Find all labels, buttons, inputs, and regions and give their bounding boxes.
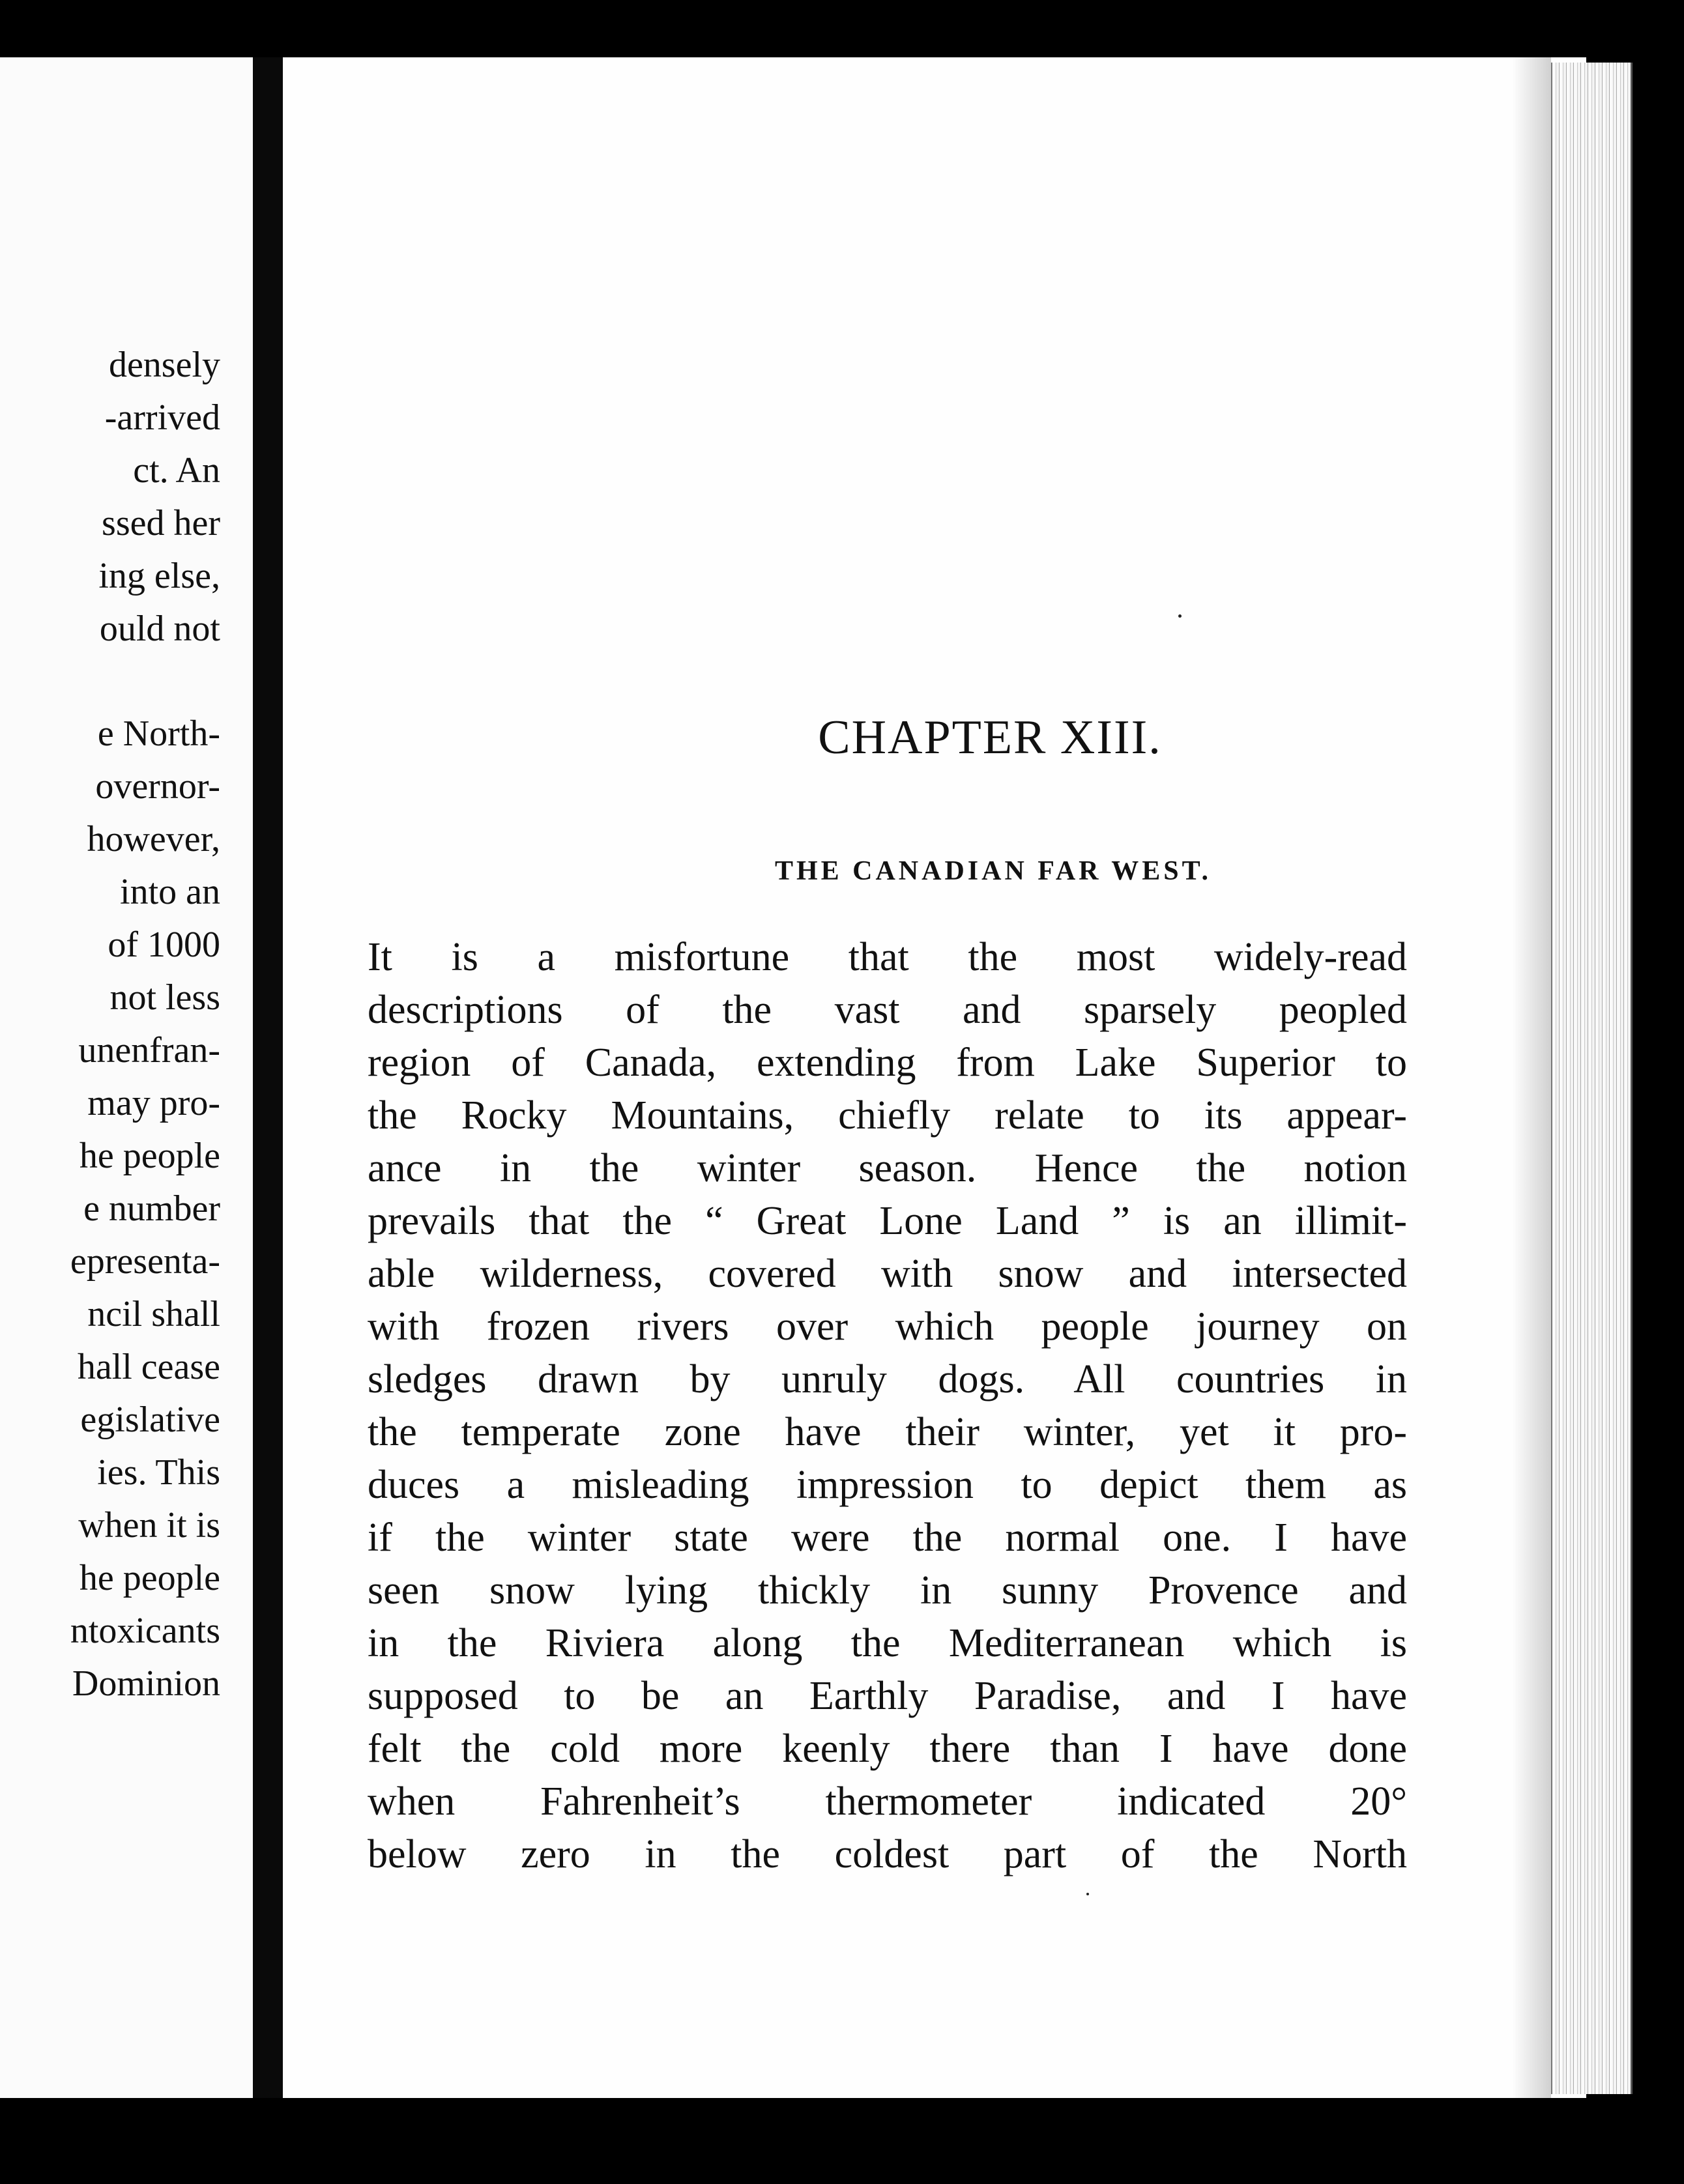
paper-speck xyxy=(1178,614,1182,618)
left-page-line: ies. This xyxy=(97,1452,220,1493)
body-text-line: region of Canada, extending from Lake Superior to xyxy=(368,1041,1407,1085)
left-page-line: ct. An xyxy=(133,450,220,491)
left-page-line: ing else, xyxy=(98,556,220,596)
body-text-line: descriptions of the vast and sparsely peopled xyxy=(368,988,1407,1032)
left-page-line: of 1000 xyxy=(108,925,220,965)
body-text-line: duces a misleading impression to depict them as xyxy=(368,1463,1407,1507)
body-text-line: sledges drawn by unruly dogs. All countries in xyxy=(368,1357,1407,1401)
paper-speck xyxy=(1086,1893,1089,1895)
left-page-line: not less xyxy=(109,977,220,1018)
left-page-line: when it is xyxy=(78,1505,220,1545)
left-page-line: epresenta- xyxy=(70,1241,220,1282)
body-text-line: supposed to be an Earthly Paradise, and I have xyxy=(368,1674,1407,1718)
left-page-line: into an xyxy=(120,872,220,912)
body-text-line: in the Riviera along the Mediterranean which is xyxy=(368,1621,1407,1665)
body-text-line: seen snow lying thickly in sunny Provence and xyxy=(368,1568,1407,1613)
left-page-line: he people xyxy=(79,1558,220,1598)
left-page-line: he people xyxy=(79,1136,220,1176)
page-curl-shadow xyxy=(1512,57,1551,2098)
body-text-line: the Rocky Mountains, chiefly relate to its appear- xyxy=(368,1093,1407,1138)
left-page-line: ntoxicants xyxy=(70,1611,220,1651)
chapter-subtitle: THE CANADIAN FAR WEST. xyxy=(774,856,1212,886)
left-page-line: ould not xyxy=(99,609,220,649)
body-text-line: It is a misfortune that the most widely-read xyxy=(368,935,1407,979)
left-page-line: ncil shall xyxy=(87,1294,220,1334)
chapter-heading: CHAPTER XIII. xyxy=(818,711,1162,764)
body-text-line: with frozen rivers over which people journey on xyxy=(368,1304,1407,1349)
body-text-line: the temperate zone have their winter, yet it pro- xyxy=(368,1410,1407,1454)
left-page-line: densely xyxy=(108,345,220,385)
left-page-line: may pro- xyxy=(87,1083,220,1123)
left-page-line: Dominion xyxy=(72,1663,220,1704)
body-text-line: felt the cold more keenly there than I have done xyxy=(368,1727,1407,1771)
page-block-edge xyxy=(1551,63,1633,2094)
facing-left-page xyxy=(0,57,253,2098)
body-text-line: if the winter state were the normal one. I have xyxy=(368,1516,1407,1560)
left-page-line: unenfran- xyxy=(78,1030,220,1070)
right-page xyxy=(283,57,1586,2098)
left-page-line: ssed her xyxy=(102,503,220,543)
book-spine-gutter xyxy=(253,57,283,2098)
body-text-line: below zero in the coldest part of the North xyxy=(368,1832,1407,1876)
left-page-line: egislative xyxy=(80,1400,220,1440)
left-page-line: e number xyxy=(83,1188,220,1229)
left-page-line: overnor- xyxy=(95,766,220,807)
body-text-line: prevails that the “ Great Lone Land ” is an illimit- xyxy=(368,1199,1407,1243)
body-text-line: able wilderness, covered with snow and intersected xyxy=(368,1252,1407,1296)
left-page-line: however, xyxy=(87,819,220,859)
left-page-line: e North- xyxy=(97,713,220,754)
body-text-line: when Fahrenheit’s thermometer indicated 20° xyxy=(368,1779,1407,1824)
body-text-line: ance in the winter season. Hence the notion xyxy=(368,1146,1407,1190)
left-page-line: hall cease xyxy=(77,1347,220,1387)
left-page-line: -arrived xyxy=(104,397,220,438)
